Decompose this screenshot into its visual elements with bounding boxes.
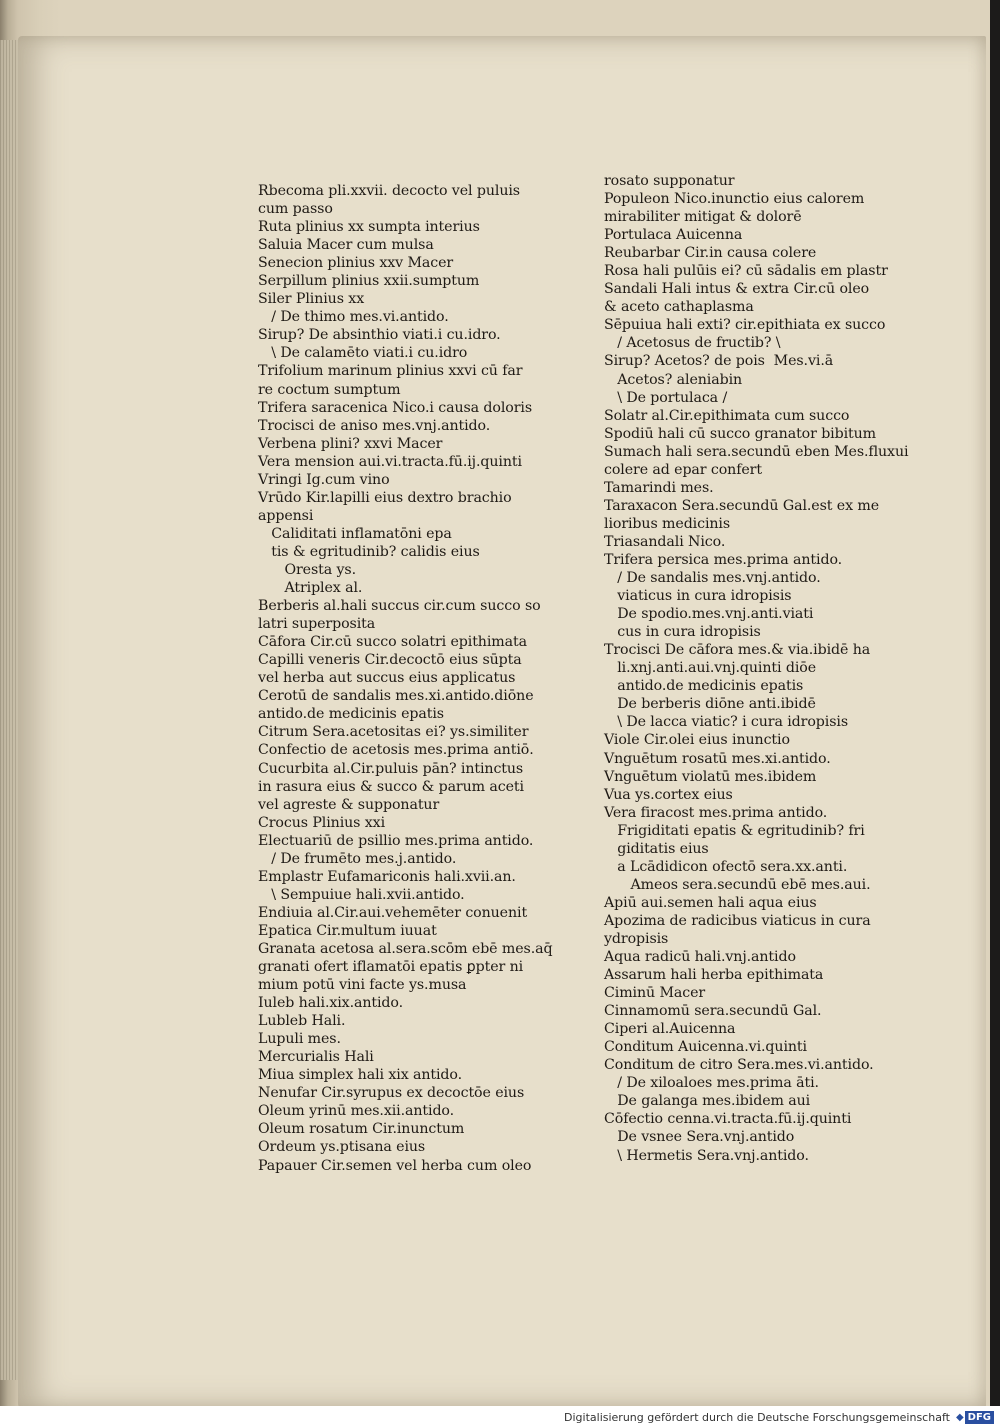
left-column-line: Lubleb Hali. xyxy=(258,1013,346,1030)
dfg-logo: ◆ DFG xyxy=(956,1411,994,1424)
right-column-line: li.xnj.anti.aui.vnj.quinti diōe xyxy=(604,660,817,677)
left-column-line: Miua simplex hali xix antido. xyxy=(258,1067,463,1084)
right-column-line: cus in cura idropisis xyxy=(604,624,761,641)
left-column-line: Serpillum plinius xxii.sumptum xyxy=(258,273,480,290)
left-column-line: Lupuli mes. xyxy=(258,1031,341,1048)
right-column-line: / De sandalis mes.vnj.antido. xyxy=(604,570,821,587)
left-column-line: Crocus Plinius xxi xyxy=(258,814,386,831)
right-column-line: Triasandali Nico. xyxy=(604,533,726,550)
left-column-line: Granata acetosa al.sera.scōm ebē mes.aq̄ xyxy=(258,940,553,957)
right-column-line: / Acetosus de fructib? \ xyxy=(604,335,781,352)
left-column-line: Ordeum ys.ptisana eius xyxy=(258,1139,426,1156)
dfg-logo-text: DFG xyxy=(965,1411,994,1424)
left-column-line: Iuleb hali.xix.antido. xyxy=(258,995,404,1012)
left-column-line: Nenufar Cir.syrupus ex decoctōe eius xyxy=(258,1085,525,1102)
right-column-line: viaticus in cura idropisis xyxy=(604,588,792,605)
show-through-text xyxy=(138,106,838,166)
right-column-line: Trifera persica mes.prima antido. xyxy=(604,551,843,568)
right-column-line: Taraxacon Sera.secundū Gal.est ex me xyxy=(604,497,880,514)
left-column-line: Oleum yrinū mes.xii.antido. xyxy=(258,1103,455,1120)
left-column-line: Sirup? De absinthio viati.i cu.idro. xyxy=(258,327,501,344)
right-column-line: Vnguētum violatū mes.ibidem xyxy=(604,768,817,785)
right-column-line: colere ad epar confert xyxy=(604,461,762,478)
left-column-line: Oleum rosatum Cir.inunctum xyxy=(258,1121,465,1138)
left-column-line: Emplastr Eufamariconis hali.xvii.an. xyxy=(258,868,516,885)
right-column-line: Vera firacost mes.prima antido. xyxy=(604,804,828,821)
right-column-line: Aqua radicū hali.vnj.antido xyxy=(604,949,796,966)
left-column-line: Verbena plini? xxvi Macer xyxy=(258,435,443,452)
left-column-line: latri superposita xyxy=(258,616,376,633)
left-column-line: Vrūdo Kir.lapilli eius dextro brachio xyxy=(258,489,512,506)
left-column-line: Trocisci de aniso mes.vnj.antido. xyxy=(258,417,491,434)
right-column-line: Cinnamomū sera.secundū Gal. xyxy=(604,1003,822,1020)
left-column-line: Vera mension aui.vi.tracta.fū.ij.quinti xyxy=(258,453,522,470)
right-column-line: mirabiliter mitigat & dolorē xyxy=(604,209,802,226)
right-column-line: De galanga mes.ibidem aui xyxy=(604,1093,811,1110)
right-column-line: Tamarindi mes. xyxy=(604,479,714,496)
right-column-line: & aceto cathaplasma xyxy=(604,299,754,316)
right-column-line: De berberis diōne anti.ibidē xyxy=(604,696,816,713)
right-column-line: Spodiū hali cū succo granator bibitum xyxy=(604,425,877,442)
right-column-line: Apozima de radicibus viaticus in cura xyxy=(604,912,871,929)
right-column-line: Cōfectio cenna.vi.tracta.fū.ij.quinti xyxy=(604,1111,852,1128)
left-column-line: appensi xyxy=(258,507,314,524)
left-column-line: Mercurialis Hali xyxy=(258,1049,374,1066)
right-column-line: Sandali Hali intus & extra Cir.cū oleo xyxy=(604,281,870,298)
left-column-line: Electuariū de psillio mes.prima antido. xyxy=(258,832,534,849)
right-column-line: Conditum de citro Sera.mes.vi.antido. xyxy=(604,1057,874,1074)
left-column-line: in rasura eius & succo & parum aceti xyxy=(258,778,524,795)
right-column-line: Ameos sera.secundū ebē mes.aui. xyxy=(604,876,871,893)
right-column-line: ydropisis xyxy=(604,930,669,947)
left-column-line: Epatica Cir.multum iuuat xyxy=(258,922,437,939)
left-column-line: \ Sempuiue hali.xvii.antido. xyxy=(258,886,465,903)
left-column-line: re coctum sumptum xyxy=(258,381,401,398)
left-column-line: Rbecoma pli.xxvii. decocto vel puluis xyxy=(258,183,520,199)
left-column-line: / De thimo mes.vi.antido. xyxy=(258,309,449,326)
right-column-line: Solatr al.Cir.epithimata cum succo xyxy=(604,407,850,424)
left-column-line: Citrum Sera.acetositas ei? ys.similiter xyxy=(258,724,529,741)
right-text-column xyxy=(604,172,934,1165)
right-column-line: \ De lacca viatic? i cura idropisis xyxy=(604,714,849,731)
right-column-line: Trocisci De cāfora mes.& via.ibidē ha xyxy=(604,642,871,659)
right-column-line: Portulaca Auicenna xyxy=(604,227,743,244)
left-column-line: Endiuia al.Cir.aui.vehemēter conuenit xyxy=(258,904,528,921)
left-column-line: Trifera saracenica Nico.i causa doloris xyxy=(258,399,533,416)
right-column-line: Ciminū Macer xyxy=(604,985,706,1002)
left-column-line: Papauer Cir.semen vel herba cum oleo xyxy=(258,1157,532,1174)
right-column-line: Acetos? aleniabin xyxy=(604,371,743,388)
funding-notice: Digitalisierung gefördert durch die Deutsche Forschungsgemeinschaft xyxy=(564,1410,950,1424)
left-column-line: Saluia Macer cum mulsa xyxy=(258,237,434,254)
left-column-line: Cerotū de sandalis mes.xi.antido.diōne xyxy=(258,688,534,705)
left-column-line: Vringi Ig.cum vino xyxy=(258,471,390,488)
left-column-line: antido.de medicinis epatis xyxy=(258,706,444,723)
left-column-line: \ De calamēto viati.i cu.idro xyxy=(258,345,468,362)
right-column-line: De vsnee Sera.vnj.antido xyxy=(604,1129,795,1146)
left-column-line: Oresta ys. xyxy=(258,561,357,578)
right-column-line: Viole Cir.olei eius inunctio xyxy=(604,732,790,749)
left-column-line: Capilli veneris Cir.decoctō eius sūpta xyxy=(258,652,522,669)
right-column-line: De spodio.mes.vnj.anti.viati xyxy=(604,606,814,623)
left-column-line: Trifolium marinum plinius xxvi cū far xyxy=(258,363,523,380)
right-column-line: Apiū aui.semen hali aqua eius xyxy=(604,894,817,911)
right-column-line: \ De portulaca / xyxy=(604,389,728,406)
left-column-line: vel agreste & supponatur xyxy=(258,796,440,813)
left-column-line: Confectio de acetosis mes.prima antiō. xyxy=(258,742,534,759)
left-column-line: Cāfora Cir.cū succo solatri epithimata xyxy=(258,634,527,651)
right-column-line: \ Hermetis Sera.vnj.antido. xyxy=(604,1147,809,1164)
left-column-line: mium potū vini facte ys.musa xyxy=(258,977,467,994)
right-column-line: Reubarbar Cir.in causa colere xyxy=(604,245,817,262)
left-text-column xyxy=(258,182,578,1175)
right-column-line: Sirup? Acetos? de pois Mes.vi.ā xyxy=(604,353,834,370)
right-column-line: lioribus medicinis xyxy=(604,515,731,532)
left-column-line: Caliditati inflamatōni epa xyxy=(258,525,452,542)
right-column-line: Conditum Auicenna.vi.quinti xyxy=(604,1039,807,1056)
right-column-line: rosato supponatur xyxy=(604,173,735,189)
left-column-line: Berberis al.hali succus cir.cum succo so xyxy=(258,598,541,615)
left-column-line: granati ofert iflamatōi epatis ꝑpter ni xyxy=(258,959,524,976)
right-column-line: / De xiloaloes mes.prima āti. xyxy=(604,1075,819,1092)
right-column-line: giditatis eius xyxy=(604,840,709,857)
right-column-line: a Lcādidicon ofectō sera.xx.anti. xyxy=(604,858,848,875)
left-column-line: tis & egritudinib? calidis eius xyxy=(258,543,480,560)
right-column-line: Frigiditati epatis & egritudinib? fri xyxy=(604,822,865,839)
left-column-line: Siler Plinius xx xyxy=(258,291,365,308)
left-column-line: Ruta plinius xx sumpta interius xyxy=(258,219,480,236)
right-column-line: Rosa hali pulūis ei? cū sādalis em plastr xyxy=(604,263,888,280)
left-column-line: cum passo xyxy=(258,201,333,218)
left-column-line: Cucurbita al.Cir.puluis pān? intinctus xyxy=(258,760,524,777)
right-column-line: Vua ys.cortex eius xyxy=(604,786,733,803)
right-column-line: Ciperi al.Auicenna xyxy=(604,1021,736,1038)
left-column-line: Senecion plinius xxv Macer xyxy=(258,255,454,272)
left-column-line: Atriplex al. xyxy=(258,580,363,597)
right-column-line: Populeon Nico.inunctio eius calorem xyxy=(604,191,865,208)
left-column-line: vel herba aut succus eius applicatus xyxy=(258,670,516,687)
right-column-line: antido.de medicinis epatis xyxy=(604,678,804,695)
left-column-line: / De frumēto mes.j.antido. xyxy=(258,850,457,867)
right-column-line: Sumach hali sera.secundū eben Mes.fluxui xyxy=(604,443,909,460)
right-column-line: Sēpuiua hali exti? cir.epithiata ex succo xyxy=(604,317,886,334)
right-column-line: Assarum hali herba epithimata xyxy=(604,967,824,984)
footer-bar xyxy=(0,1406,1000,1428)
right-column-line: Vnguētum rosatū mes.xi.antido. xyxy=(604,750,831,767)
